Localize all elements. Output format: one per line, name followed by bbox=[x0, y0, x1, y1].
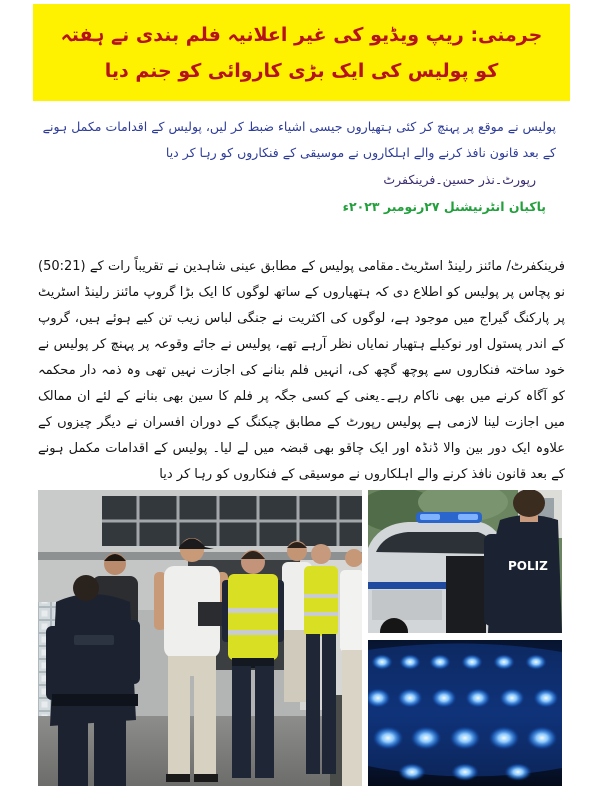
article-body: فرینکفرٹ/ مائنز رلینڈ اسٹریٹ۔مقامی پولیس کے مطابق عینی شاہدین نے تقریباً رات کے (50:21) نو پچاس پر پولیس کو اطلاع دی کہ ہتھیاروں کے ساتھ لوگوں کا ایک بڑا گروپ مائنز رلینڈ اسٹریٹ پر پارکنگ گیراج میں موجود ہے، لوگوں کی اکثریت نے جنگی لباس زیب تن کیے ہوئے ہیں، گروپ کے اندر پستول اور نوکیلے ہتھیار نمایاں نظر آرہے تھے، پولیس نے جائے وقوعہ پر پہنچ کر پولیس نے خود ساختہ فنکاروں سے پوچھ گچھ کی، انہیں فلم بنانے کی اجازت نہیں تھی وہ ذمہ دار محکمہ کو آگاہ کرنے میں بھی ناکام رہے۔یعنی کے کسی جگہ پر فلم کا سین بھی بنانے کے لئے ان ممالک میں اجازت لینا لازمی ہے پولیس رپورٹ کے مطابق چیکنگ کے دوران افسران نے دیگر چیزوں کے علاوہ ایک دور بین والا ڈنڈہ اور ایک چاقو بھی قبضہ میں لے لیا۔ پولیس کے اقدامات مکمل ہونے کے بعد قانون نافذ کرنے والے اہلکاروں نے موسیقی کے فنکاروں کو رہا کر دیا bbox=[38, 259, 565, 482]
photo-police-check-group bbox=[38, 490, 362, 786]
blue-light bbox=[493, 654, 515, 670]
police-officer-yellow-vest-right-part bbox=[304, 594, 338, 598]
police-officer-foreground-part bbox=[73, 575, 99, 601]
police-car-part bbox=[420, 514, 440, 520]
police-officer-foreground-part bbox=[58, 718, 88, 786]
blue-light bbox=[398, 763, 426, 781]
police-officer-foreground-part bbox=[126, 620, 140, 684]
blue-light bbox=[397, 688, 423, 708]
man-white-tshirt-cap-part bbox=[168, 656, 216, 676]
police-officer-yellow-vest-right-part bbox=[304, 566, 338, 636]
police-officer-yellow-vest-right-part bbox=[322, 634, 336, 774]
headline-banner bbox=[33, 4, 570, 101]
police-officer-back-part bbox=[484, 534, 502, 626]
man-white-shirt-right bbox=[340, 549, 362, 786]
blue-light bbox=[525, 654, 547, 670]
blue-light bbox=[410, 726, 442, 750]
blue-light bbox=[371, 654, 393, 670]
officer-back-label: POLIZ bbox=[508, 559, 548, 573]
blue-light bbox=[533, 688, 559, 708]
blue-light bbox=[372, 726, 404, 750]
police-car-part bbox=[458, 514, 478, 520]
blue-light bbox=[449, 726, 481, 750]
blue-light bbox=[488, 726, 520, 750]
police-officer-yellow-vest-right-part bbox=[304, 612, 338, 616]
photo-blue-police-lights bbox=[368, 640, 562, 786]
blue-light bbox=[431, 688, 457, 708]
police-officer-foreground-part bbox=[46, 626, 62, 700]
windshield bbox=[376, 532, 496, 554]
blue-light bbox=[465, 688, 491, 708]
police-officer-yellow-vest-part bbox=[228, 630, 278, 635]
police-officer-yellow-vest-part bbox=[255, 666, 274, 778]
police-officer-yellow-vest-right-part bbox=[311, 544, 331, 564]
blue-light bbox=[504, 763, 532, 781]
man-white-tshirt-cap-part bbox=[166, 774, 190, 782]
headline: جرمنی: ریپ ویڈیو کی غیر اعلانیہ فلم بندی نے ہفتہ کو پولیس کی ایک بڑی کاروائی کو جنم دیا bbox=[60, 23, 543, 82]
photo-officer-and-patrol-car bbox=[368, 490, 562, 633]
subheadline: پولیس نے موقع پر پہنچ کر کئی ہتھیاروں جیسی اشیاء ضبط کر لیں، پولیس کے اقدامات مکمل ہونے کے بعد قانون نافذ کرنے والے اہلکاروں نے موسیقی کے فنکاروں کو رہا کر دیا bbox=[42, 119, 556, 160]
article-intro bbox=[42, 114, 556, 220]
police-officer-foreground-part bbox=[50, 594, 136, 726]
blue-light bbox=[429, 654, 451, 670]
open-door bbox=[446, 556, 486, 633]
police-officer-yellow-vest-part bbox=[232, 666, 251, 778]
blue-light bbox=[526, 726, 558, 750]
police-officer-foreground-part bbox=[94, 718, 126, 786]
police-officer-foreground-part bbox=[74, 635, 114, 645]
publication-date-line: پاکبان انٹرنیشنل ۲۷رنومبر ۲۰۲۳ء bbox=[342, 199, 546, 214]
police-officer-foreground-part bbox=[52, 694, 138, 706]
blue-light bbox=[399, 654, 421, 670]
blue-light bbox=[461, 654, 483, 670]
police-officer-yellow-vest-right-part bbox=[306, 634, 320, 774]
police-car-part bbox=[372, 590, 442, 620]
man-white-tshirt-cap-part bbox=[194, 774, 218, 782]
blue-light bbox=[451, 763, 479, 781]
police-officer-yellow-vest-part bbox=[228, 574, 278, 660]
blue-light bbox=[499, 688, 525, 708]
police-officer-yellow-vest-part bbox=[228, 608, 278, 613]
police-officer-back-part bbox=[513, 490, 545, 517]
byline: رپورٹ۔نذر حسین۔فرینکفرٹ bbox=[383, 172, 536, 187]
man-white-shirt-right-part bbox=[342, 650, 362, 786]
man-white-shirt-right-part bbox=[340, 570, 362, 652]
